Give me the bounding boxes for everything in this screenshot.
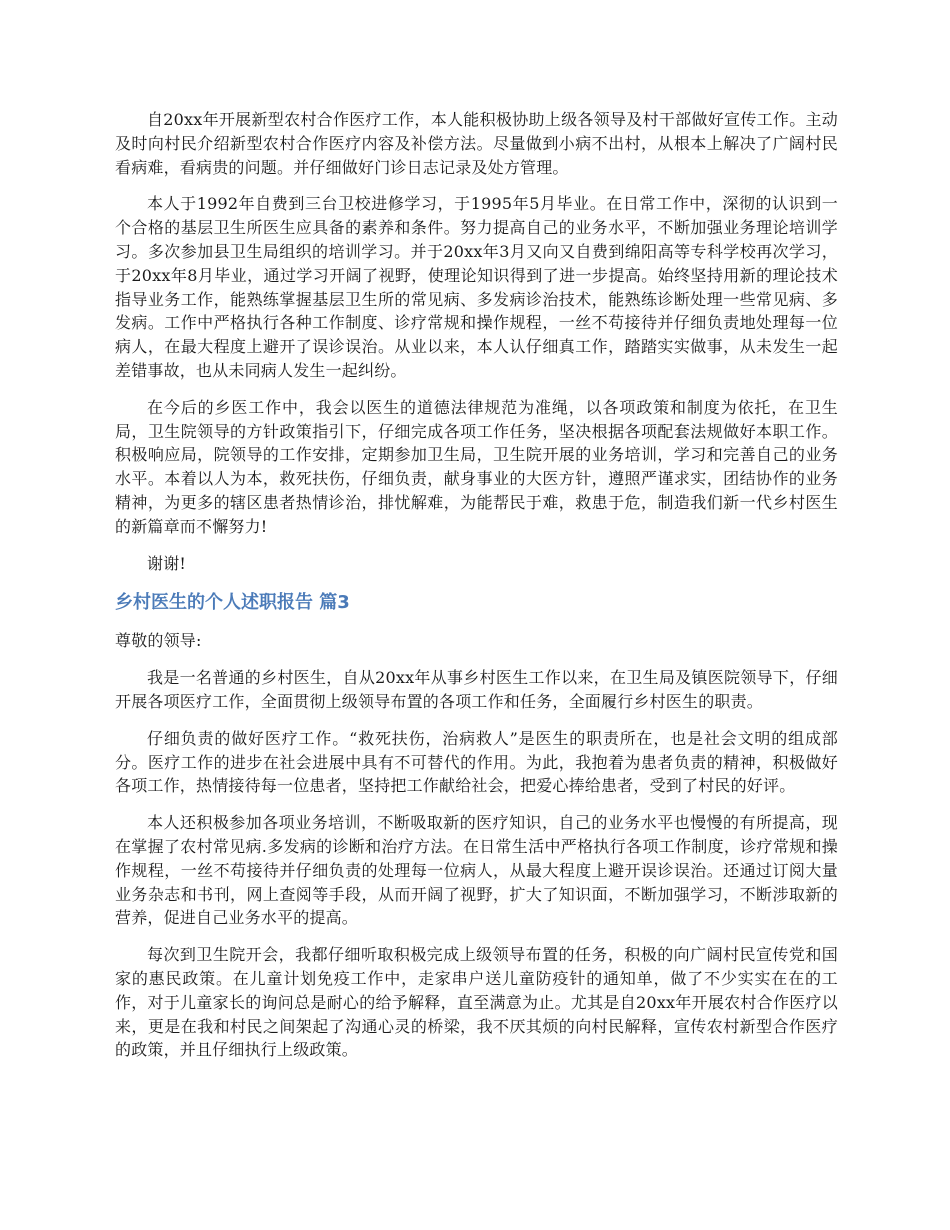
body-paragraph: 在今后的乡医工作中，我会以医生的道德法律规范为准绳，以各项政策和制度为依托，在卫生局，卫生院领导的方针政策指引下，仔细完成各项工作任务，坚决根据各项配套法规做好本职工作。积极响应局，院领导的工作安排，定期参加卫生局，卫生院开展的业务培训，学习和完善自己的业务水平。本着以人为本，救死扶伤，仔细负责，献身事业的大医方针，遵照严谨求实，团结协作的业务精神，为更多的辖区患者热情诊治，排忧解难，为能帮民于难，救患于危，制造我们新一代乡村医生的新篇章而不懈努力! [115, 397, 838, 536]
body-paragraph: 本人于1992年自费到三台卫校进修学习，于1995年5月毕业。在日常工作中，深彻的认识到一个合格的基层卫生所医生应具备的素养和条件。努力提高自己的业务水平，不断加强业务理论培训学习。多次参加县卫生局组织的培训学习。并于20xx年3月又向又自费到绵阳高等专科学校再次学习，于20xx年8月毕业，通过学习开阔了视野，使理论知识得到了进一步提高。始终坚持用新的理论技术指导业务工作，能熟练掌握基层卫生所的常见病、多发病诊治技术，能熟练诊断处理一些常见病、多发病。工作中严格执行各种工作制度、诊疗常规和操作规程，一丝不苟接待并仔细负责地处理每一位病人，在最大程度上避开了误诊误治。从业以来，本人认仔细真工作，踏踏实实做事，从未发生一起差错事故，也从未同病人发生一起纠纷。 [115, 194, 838, 380]
body-paragraph: 仔细负责的做好医疗工作。“救死扶伤，治病救人”是医生的职责所在，也是社会文明的组成部分。医疗工作的进步在社会进展中具有不可替代的作用。为此，我抱着为患者负责的精神，积极做好各项工作，热情接待每一位患者，坚持把工作献给社会，把爱心捧给患者，受到了村民的好评。 [115, 728, 838, 796]
salutation: 尊敬的领导: [115, 631, 202, 651]
body-paragraph: 每次到卫生院开会，我都仔细听取积极完成上级领导布置的任务，积极的向广阔村民宣传党和国家的惠民政策。在儿童计划免疫工作中，走家串户送儿童防疫针的通知单，做了不少实实在在的工作，对于儿童家长的询问总是耐心的给予解释，直至满意为止。尤其是自20xx年开展农村合作医疗以来，更是在我和村民之间架起了沟通心灵的桥梁，我不厌其烦的向村民解释，宣传农村新型合作医疗的政策，并且仔细执行上级政策。 [115, 945, 838, 1060]
body-paragraph: 我是一名普通的乡村医生，自从20xx年从事乡村医生工作以来，在卫生局及镇医院领导下，仔细开展各项医疗工作，全面贯彻上级领导布置的各项工作和任务，全面履行乡村医生的职责。 [115, 668, 838, 711]
closing-thanks: 谢谢! [147, 553, 187, 573]
body-paragraph: 自20xx年开展新型农村合作医疗工作，本人能积极协助上级各领导及村干部做好宣传工作。主动及时向村民介绍新型农村合作医疗内容及补偿方法。尽量做到小病不出村，从根本上解决了广阔村民看病难，看病贵的问题。并仔细做好门诊日志记录及处方管理。 [115, 110, 838, 177]
body-paragraph: 本人还积极参加各项业务培训，不断吸取新的医疗知识，自己的业务水平也慢慢的有所提高，现在掌握了农村常见病.多发病的诊断和治疗方法。在日常生活中严格执行各项工作制度，诊疗常规和操作规程，一丝不苟接待并仔细负责的处理每一位病人，从最大程度上避开误诊误治。还通过订阅大量业务杂志和书刊，网上查阅等手段，从而开阔了视野，扩大了知识面，不断加强学习，不断涉取新的营养，促进自己业务水平的提高。 [115, 813, 838, 928]
section-heading: 乡村医生的个人述职报告 篇3 [115, 592, 350, 614]
